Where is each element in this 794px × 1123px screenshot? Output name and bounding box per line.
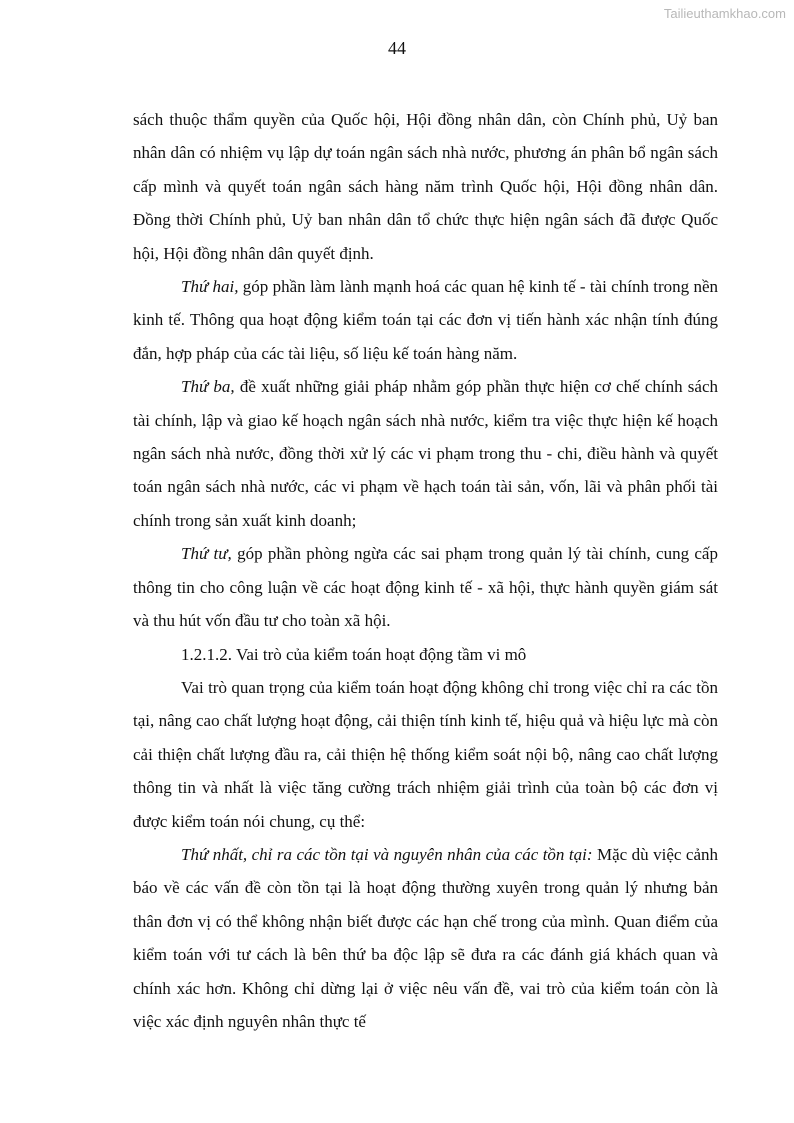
paragraph-6-lead: Thứ nhất, chỉ ra các tồn tại và nguyên nhân của các tồn tại:	[181, 844, 593, 864]
paragraph-3	[133, 370, 718, 537]
paragraph-2	[133, 270, 718, 370]
paragraph-3-text: đề xuất những giải pháp nhằm góp phần thực hiện cơ chế chính sách tài chính, lập và giao kế hoạch ngân sách nhà nước, kiểm tra việc thực hiện kế hoạch ngân sách nhà nước, đồng thời xử lý các vi phạm trong thu - chi, điều hành và quyết toán ngân sách nhà nước, các vi phạm về hạch toán tài sản, vốn, lãi và phân phối tài chính trong sản xuất kinh doanh;	[133, 377, 718, 530]
paragraph-5: Vai trò quan trọng của kiểm toán hoạt động không chỉ trong việc chỉ ra các tồn tại, nâng cao chất lượng hoạt động, cải thiện tính kinh tế, hiệu quả và hiệu lực mà còn cải thiện chất lượng đầu ra, cải thiện hệ thống kiểm soát nội bộ, nâng cao chất lượng thông tin và nhất là việc tăng cường trách nhiệm giải trình của toàn bộ các đơn vị được kiểm toán nói chung, cụ thể:	[133, 677, 718, 831]
section-heading: 1.2.1.2. Vai trò của kiểm toán hoạt động tầm vi mô	[181, 644, 527, 664]
paragraph-6-text: Mặc dù việc cảnh báo về các vấn đề còn tồn tại là hoạt động thường xuyên trong quản lý nhưng bản thân đơn vị có thể không nhận biết được các hạn chế trong của mình. Quan điểm của kiểm toán với tư cách là bên thứ ba độc lập sẽ đưa ra các đánh giá khách quan và chính xác hơn. Không chỉ dừng lại ở việc nêu vấn đề, vai trò của kiểm toán còn là việc xác định nguyên nhân thực tế	[133, 844, 718, 1031]
paragraph-6	[133, 838, 718, 1038]
paragraph-4-lead: Thứ tư,	[181, 544, 232, 564]
paragraph-4	[133, 537, 718, 637]
paragraph-1: sách thuộc thẩm quyền của Quốc hội, Hội đồng nhân dân, còn Chính phủ, Uỷ ban nhân dân có nhiệm vụ lập dự toán ngân sách nhà nước, phương án phân bổ ngân sách cấp mình và quyết toán ngân sách hàng năm trình Quốc hội, Hội đồng nhân dân. Đồng thời Chính phủ, Uỷ ban nhân dân tổ chức thực hiện ngân sách đã được Quốc hội, Hội đồng nhân dân quyết định.	[133, 110, 718, 263]
paragraph-3-lead: Thứ ba,	[181, 377, 235, 397]
paragraph-4-text: góp phần phòng ngừa các sai phạm trong quản lý tài chính, cung cấp thông tin cho công luận về các hoạt động kinh tế - xã hội, thực hành quyền giám sát và thu hút vốn đầu tư cho toàn xã hội.	[133, 544, 718, 631]
document-body	[133, 103, 718, 1038]
paragraph-2-lead: Thứ hai,	[181, 277, 239, 297]
paragraph-2-text: góp phần làm lành mạnh hoá các quan hệ kinh tế - tài chính trong nền kinh tế. Thông qua hoạt động kiểm toán tại các đơn vị tiến hành xác nhận tính đúng đắn, hợp pháp của các tài liệu, số liệu kế toán hàng năm.	[133, 277, 718, 363]
page-number: 44	[388, 38, 406, 58]
watermark: Tailieuthamkhao.com	[663, 6, 786, 21]
